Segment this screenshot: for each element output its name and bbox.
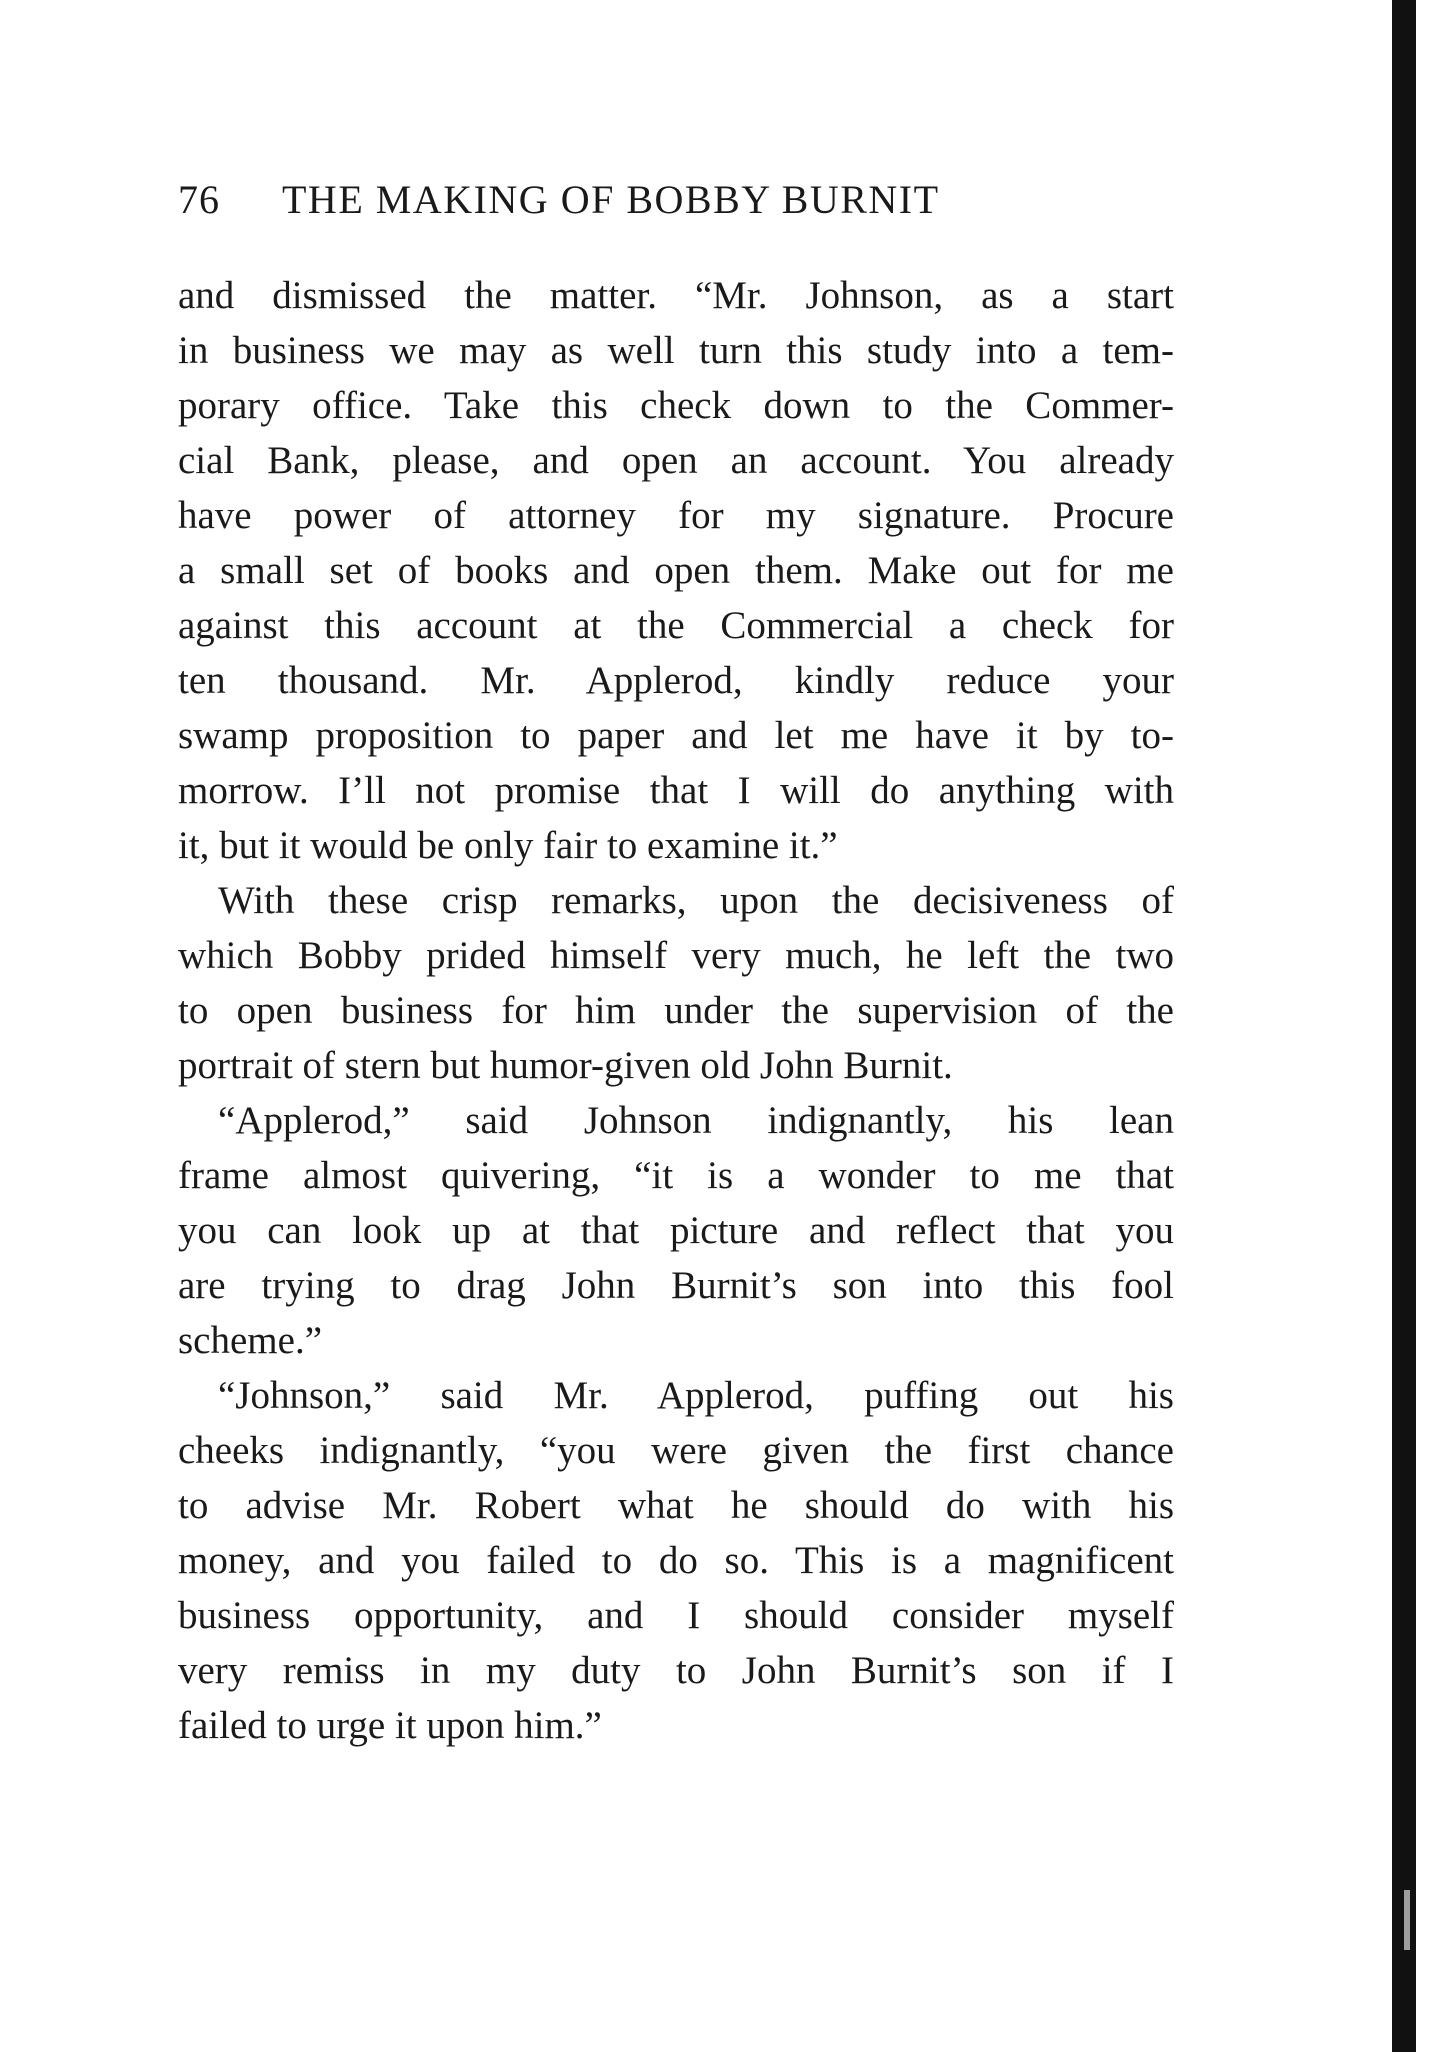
text-line: cheeks indignantly, “you were given the first chance [178,1429,1174,1472]
text-line: in business we may as well turn this study into a tem- [178,329,1174,372]
text-line: business opportunity, and I should consider myself [178,1594,1174,1637]
text-line: “Applerod,” said Johnson indignantly, his lean [218,1099,1174,1142]
text-line: With these crisp remarks, upon the decisiveness of [218,879,1174,922]
text-line: very remiss in my duty to John Burnit’s son if I [178,1649,1174,1692]
text-line: ten thousand. Mr. Applerod, kindly reduce your [178,659,1174,702]
text-line: scheme.” [178,1319,323,1362]
text-line: cial Bank, please, and open an account. You already [178,439,1174,482]
text-line: against this account at the Commercial a check for [178,604,1174,647]
text-line: a small set of books and open them. Make out for me [178,549,1174,592]
text-line: to advise Mr. Robert what he should do with his [178,1484,1174,1527]
text-line: to open business for him under the supervision of the [178,989,1174,1032]
text-line: “Johnson,” said Mr. Applerod, puffing out his [218,1374,1174,1417]
text-line: have power of attorney for my signature. Procure [178,494,1174,537]
text-line: are trying to drag John Burnit’s son into this fool [178,1264,1174,1307]
page-edge-notch [1404,1890,1410,1950]
text-line: and dismissed the matter. “Mr. Johnson, as a start [178,274,1174,317]
book-title: THE MAKING OF BOBBY BURNIT [282,177,940,222]
text-line: you can look up at that picture and reflect that you [178,1209,1174,1252]
text-line: portrait of stern but humor-given old John Burnit. [178,1044,953,1087]
text-line: frame almost quivering, “it is a wonder to me that [178,1154,1174,1197]
text-line: morrow. I’ll not promise that I will do anything with [178,769,1174,812]
text-line: failed to urge it upon him.” [178,1704,602,1747]
text-line: it, but it would be only fair to examine it.” [178,824,838,867]
running-head [178,176,1178,236]
text-line: porary office. Take this check down to the Commer- [178,384,1174,427]
text-line: money, and you failed to do so. This is a magnificent [178,1539,1174,1582]
body-text [178,268,1174,1753]
page-number: 76 [178,177,220,222]
page-edge-shadow [1392,0,1416,2052]
text-line: swamp proposition to paper and let me have it by to- [178,714,1174,757]
text-line: which Bobby prided himself very much, he left the two [178,934,1174,977]
